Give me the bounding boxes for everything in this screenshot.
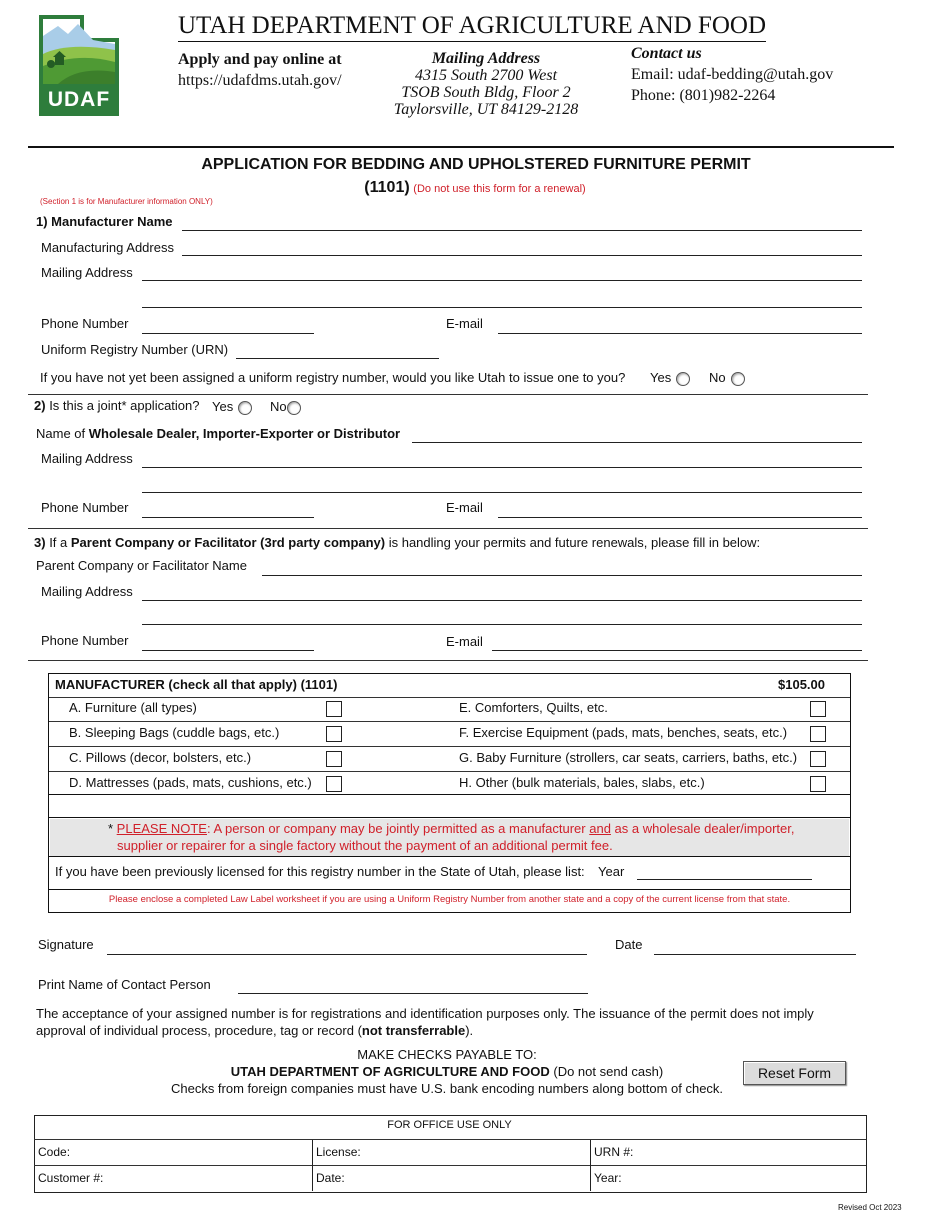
apply-online-heading: Apply and pay online at [178, 51, 342, 68]
office-row-divider [34, 1139, 866, 1140]
office-col-divider [590, 1140, 591, 1191]
email-label: E-mail [446, 316, 483, 331]
print-name-label: Print Name of Contact Person [38, 977, 211, 992]
email-field[interactable] [498, 333, 862, 334]
note-star: * [108, 821, 117, 836]
office-code: Code: [38, 1145, 71, 1159]
date-field[interactable] [654, 954, 856, 955]
header-divider [28, 146, 894, 148]
phone-field[interactable] [142, 333, 314, 334]
contact-heading: Contact us [631, 45, 702, 62]
s3-email-label: E-mail [446, 634, 483, 649]
manufacturer-name-label: 1) Manufacturer Name [36, 214, 173, 229]
urn-question: If you have not yet been assigned a uniform registry number, would you like Utah to issue one to you? [40, 370, 626, 385]
previous-license-year-field[interactable] [637, 879, 812, 880]
joint-yes-label: Yes [212, 399, 234, 414]
item-d-label: D. Mattresses (pads, mats, cushions, etc.) [69, 775, 312, 790]
office-customer: Customer #: [38, 1171, 104, 1185]
urn-label: Uniform Registry Number (URN) [41, 342, 229, 357]
s2-mailing-address-label: Mailing Address [41, 451, 133, 466]
joint-yes-radio[interactable] [238, 401, 252, 415]
section1-note: (Section 1 is for Manufacturer information ONLY) [40, 197, 213, 206]
item-e-label: E. Comforters, Quilts, etc. [459, 700, 608, 715]
table-row-divider [49, 794, 850, 795]
parent-company-label: Parent Company or Facilitator Name [36, 558, 247, 573]
section2-divider [28, 528, 868, 529]
contact-email: Email: udaf-bedding@utah.gov [631, 66, 834, 83]
joint-yes-option[interactable] [212, 399, 252, 415]
item-b-checkbox[interactable] [326, 726, 342, 742]
s2-mailing-address-field-1[interactable] [142, 467, 862, 468]
s2-email-label: E-mail [446, 500, 483, 515]
s3-mailing-address-field-2[interactable] [142, 624, 862, 625]
acceptance-line-1: The acceptance of your assigned number is for registrations and identification purposes only. The issuance of the permit does not imply [36, 1006, 814, 1021]
item-c-label: C. Pillows (decor, bolsters, etc.) [69, 750, 252, 765]
section3-number: 3) [34, 535, 46, 550]
office-year: Year: [594, 1171, 622, 1185]
mailing-address-block [378, 50, 594, 118]
contact-phone: Phone: (801)982-2264 [631, 87, 776, 104]
s3-email-field[interactable] [492, 650, 862, 651]
urn-yes-option[interactable] [650, 370, 690, 386]
section3-intro-bold: Parent Company or Facilitator (3rd party company) [70, 535, 386, 550]
s3-phone-label: Phone Number [41, 633, 129, 648]
joint-no-option[interactable] [270, 399, 301, 415]
section2-number: 2) [34, 398, 46, 413]
section3-intro [34, 535, 760, 550]
item-a-label: A. Furniture (all types) [69, 700, 197, 715]
item-b-label: B. Sleeping Bags (cuddle bags, etc.) [69, 725, 280, 740]
revised-date: Revised Oct 2023 [838, 1203, 902, 1212]
joint-no-radio[interactable] [287, 401, 301, 415]
item-g-label: G. Baby Furniture (strollers, car seats, carriers, baths, etc.) [459, 750, 798, 765]
previous-license-label: If you have been previously licensed for this registry number in the State of Utah, please list: [55, 864, 585, 879]
note-text-2: as a wholesale dealer/importer, [610, 821, 795, 836]
joint-question [34, 398, 200, 413]
table-row-divider [49, 697, 850, 698]
table-row-divider [49, 889, 850, 890]
wholesale-name-field[interactable] [412, 442, 862, 443]
checks-line-2 [100, 1063, 794, 1080]
checks-line-1: MAKE CHECKS PAYABLE TO: [357, 1047, 537, 1062]
renewal-note: (Do not use this form for a renewal) [413, 183, 586, 195]
item-a-checkbox[interactable] [326, 701, 342, 717]
manufacturing-address-label: Manufacturing Address [41, 240, 174, 255]
mailing-address-field-2[interactable] [142, 307, 862, 308]
s2-phone-label: Phone Number [41, 500, 129, 515]
section1-divider [28, 394, 868, 395]
mailing-address-field-1[interactable] [142, 280, 862, 281]
s3-mailing-address-label: Mailing Address [41, 584, 133, 599]
signature-field[interactable] [107, 954, 587, 955]
manufacturing-address-field[interactable] [182, 255, 862, 256]
joint-no-label: No [270, 399, 287, 414]
s3-phone-field[interactable] [142, 650, 314, 651]
form-code: (1101) [364, 179, 410, 196]
section3-intro-prefix: If a [49, 535, 71, 550]
office-license: License: [316, 1145, 361, 1159]
item-d-checkbox[interactable] [326, 776, 342, 792]
wholesale-name-prefix: Name of [36, 426, 89, 441]
manufacturer-name-field[interactable] [182, 230, 862, 231]
urn-field[interactable] [236, 358, 439, 359]
office-date: Date: [316, 1171, 345, 1185]
acceptance-text-2: approval of individual process, procedure, tag or record ( [36, 1023, 362, 1038]
wholesale-name-label [36, 426, 400, 441]
form-title: APPLICATION FOR BEDDING AND UPHOLSTERED FURNITURE PERMIT [201, 156, 751, 173]
print-name-field[interactable] [238, 993, 588, 994]
note-line-1 [108, 821, 794, 836]
table-row-divider [49, 721, 850, 722]
mailing-heading: Mailing Address [431, 50, 541, 67]
note-line-2: supplier or repairer for a single factory without the payment of an additional permit fee. [117, 838, 613, 853]
s3-mailing-address-field-1[interactable] [142, 600, 862, 601]
enclose-note: Please enclose a completed Law Label worksheet if you are using a Uniform Registry Number from another state and a copy of the current license from that state. [108, 894, 791, 905]
previous-license-year-label: Year [598, 864, 625, 879]
joint-question-text: Is this a joint* application? [49, 398, 200, 413]
table-row-divider [49, 817, 850, 818]
phone-label: Phone Number [41, 316, 129, 331]
date-label: Date [615, 937, 643, 952]
item-g-checkbox[interactable] [810, 751, 826, 767]
apply-online-url[interactable]: https://udafdms.utah.gov/ [178, 72, 342, 89]
mailing-line-3: Taylorsville, UT 84129-2128 [393, 101, 579, 118]
s2-mailing-address-field-2[interactable] [142, 492, 862, 493]
urn-yes-label: Yes [650, 370, 672, 385]
department-title: UTAH DEPARTMENT OF AGRICULTURE AND FOOD [178, 12, 766, 42]
checks-block [100, 1046, 794, 1097]
reset-form-button[interactable]: Reset Form [743, 1061, 846, 1085]
udaf-logo [38, 14, 120, 117]
section3-intro-suffix: is handling your permits and future renewals, please fill in below: [385, 535, 761, 550]
signature-label: Signature [38, 937, 94, 952]
parent-company-field[interactable] [262, 575, 862, 576]
table-row-divider [49, 746, 850, 747]
mailing-line-1: 4315 South 2700 West [414, 67, 558, 84]
urn-no-option[interactable] [709, 370, 745, 386]
item-c-checkbox[interactable] [326, 751, 342, 767]
office-col-divider [312, 1140, 313, 1191]
note-and: and [589, 821, 611, 836]
office-urn: URN #: [594, 1145, 634, 1159]
s2-phone-field[interactable] [142, 517, 314, 518]
urn-yes-radio[interactable] [676, 372, 690, 386]
item-h-label: H. Other (bulk materials, bales, slabs, etc.) [459, 775, 705, 790]
joint-permit-note [50, 819, 849, 856]
item-f-label: F. Exercise Equipment (pads, mats, benches, seats, etc.) [459, 725, 788, 740]
checks-no-cash: (Do not send cash) [549, 1064, 664, 1079]
office-row-divider [34, 1165, 866, 1166]
manufacturer-fee: $105.00 [778, 677, 825, 692]
item-h-checkbox[interactable] [810, 776, 826, 792]
acceptance-end: ). [465, 1023, 474, 1038]
logo-text: UDAF [47, 88, 111, 111]
note-text-1: : A person or company may be jointly permitted as a manufacturer [206, 821, 590, 836]
item-f-checkbox[interactable] [810, 726, 826, 742]
checks-line-3: Checks from foreign companies must have U.S. bank encoding numbers along bottom of check. [170, 1081, 724, 1096]
note-please: PLEASE NOTE [116, 821, 207, 836]
table-row-divider [49, 771, 850, 772]
checks-payee: UTAH DEPARTMENT OF AGRICULTURE AND FOOD [230, 1064, 550, 1079]
acceptance-bold: not transferrable [361, 1023, 466, 1038]
wholesale-name-bold: Wholesale Dealer, Importer-Exporter or Distributor [88, 426, 401, 441]
mailing-address-label: Mailing Address [41, 265, 133, 280]
office-use-heading: FOR OFFICE USE ONLY [387, 1119, 512, 1131]
form-code-line [0, 179, 950, 197]
mailing-line-2: TSOB South Bldg, Floor 2 [401, 84, 571, 101]
urn-no-radio[interactable] [731, 372, 745, 386]
s2-email-field[interactable] [498, 517, 862, 518]
table-row-divider [49, 856, 850, 857]
manufacturer-heading: MANUFACTURER (check all that apply) (1101) [55, 677, 338, 692]
section3-divider [28, 660, 868, 661]
acceptance-line-2 [36, 1023, 473, 1038]
urn-no-label: No [709, 370, 726, 385]
item-e-checkbox[interactable] [810, 701, 826, 717]
